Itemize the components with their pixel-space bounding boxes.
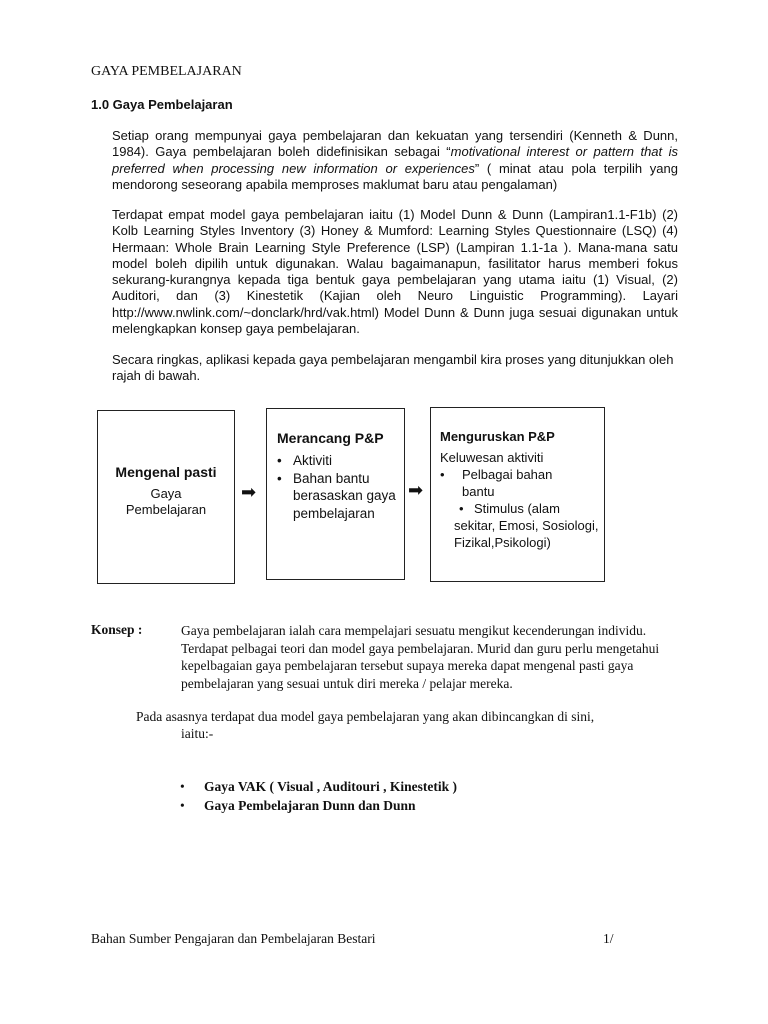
konsep-label: Konsep :	[91, 622, 143, 637]
bullet-icon: •	[180, 779, 185, 794]
document-title: GAYA PEMBELAJARAN	[91, 64, 242, 79]
diagram-box-manage-item-text: Pelbagai bahan bantu	[462, 467, 553, 499]
model-item-text: Gaya VAK ( Visual , Auditouri , Kinestetik )	[204, 779, 458, 794]
model-item-text: Gaya Pembelajaran Dunn dan Dunn	[204, 798, 416, 813]
page-number: 1/	[603, 931, 614, 946]
arrow-right-icon: ➡	[241, 482, 257, 502]
bullet-icon: •	[459, 501, 464, 516]
diagram-box-plan	[266, 408, 405, 580]
list-item	[180, 777, 457, 796]
diagram-box-identify-line2: Pembelajaran	[125, 502, 207, 517]
diagram-box-manage	[430, 407, 605, 582]
arrow-right-icon: ➡	[408, 480, 424, 500]
diagram-box-identify-line1: Gaya	[150, 486, 182, 501]
models-intro-line1: Pada asasnya terdapat dua model gaya pembelajaran yang akan dibincangkan di sini,	[136, 709, 595, 724]
footer-source: Bahan Sumber Pengajaran dan Pembelajaran Bestari	[91, 931, 376, 946]
diagram-box-manage-title: Menguruskan P&P	[440, 429, 555, 444]
diagram-box-identify-text	[98, 486, 234, 518]
list-item	[180, 796, 457, 815]
diagram-box-plan-item: • Aktiviti	[277, 452, 398, 470]
paragraph-models: Terdapat empat model gaya pembelajaran iaitu (1) Model Dunn & Dunn (Lampiran1.1-F1b) (2) Kolb Learning Styles Inventory (3) Honey & Mumford: Learning Styles Questionnaire (LSQ) (4) Hermaan: Whole Brain Learning Style Preference (LSP) (Lampiran 1.1-1a ). Mana-mana satu model boleh dipilih untuk digunakan. Walau bagaimanapun, fasilitator harus memberi fokus sekurang-kurangnya kepada tiga bentuk gaya pembelajaran yang utama iaitu (1) Visual, (2) Auditori, dan (3) Kinestetik (Kajian oleh Neuro Linguistic Programming). Layari http://www.nwlink.com/~donclark/hrd/vak.html) Model Dunn & Dunn juga sesuai digunakan untuk melengkapkan konsep gaya pembelajaran.	[112, 207, 678, 337]
diagram-box-plan-list	[277, 452, 398, 522]
diagram-box-identify-title: Mengenal pasti	[115, 464, 217, 480]
paragraph-definition	[112, 128, 678, 193]
diagram-box-manage-item	[454, 500, 599, 551]
konsep-text: Gaya pembelajaran ialah cara mempelajari sesuatu mengikut kecenderungan individu. Terdapat pelbagai teori dan model gaya pembelajaran. Murid dan guru perlu mengetahui kepelbagaian gaya pembelajaran tersebut supaya mereka dapat mengenal pasti gaya pembelajaran yang sesuai untuk diri mereka / pelajar mereka.	[181, 623, 660, 691]
diagram-box-manage-item	[440, 466, 582, 500]
diagram-box-identify	[97, 410, 235, 584]
diagram-box-manage-item-text: Stimulus (alam sekitar, Emosi, Sosiologi, Fizikal,Psikologi)	[454, 501, 599, 550]
diagram-box-plan-title: Merancang P&P	[277, 430, 384, 446]
section-heading: 1.0 Gaya Pembelajaran	[91, 97, 233, 112]
bullet-icon: •	[440, 467, 445, 482]
paragraph-definition-tail: ” ( minat atau pola terpilih yang mendorong seseorang apabila memproses maklumat baru atau pengalaman)	[112, 160, 678, 192]
paragraph-summary: Secara ringkas, aplikasi kepada gaya pembelajaran mengambil kira proses yang ditunjukkan oleh rajah di bawah.	[112, 352, 674, 384]
bullet-icon: •	[180, 798, 185, 813]
paragraph-definition-quote: motivational interest or pattern that is preferred when processing new information or experiences	[112, 144, 678, 176]
diagram-box-plan-item: • Bahan bantu berasaskan gaya pembelajaran	[277, 470, 398, 523]
diagram-box-manage-subtitle: Keluwesan aktiviti	[440, 450, 544, 465]
paragraph-definition-lead: Setiap orang mempunyai gaya pembelajaran dan kekuatan yang tersendiri (Kenneth & Dunn, 1984). Gaya pembelajaran boleh didefinisikan sebagai “	[112, 128, 678, 160]
models-intro-line2: iaitu:-	[181, 726, 214, 741]
model-list	[180, 777, 457, 815]
